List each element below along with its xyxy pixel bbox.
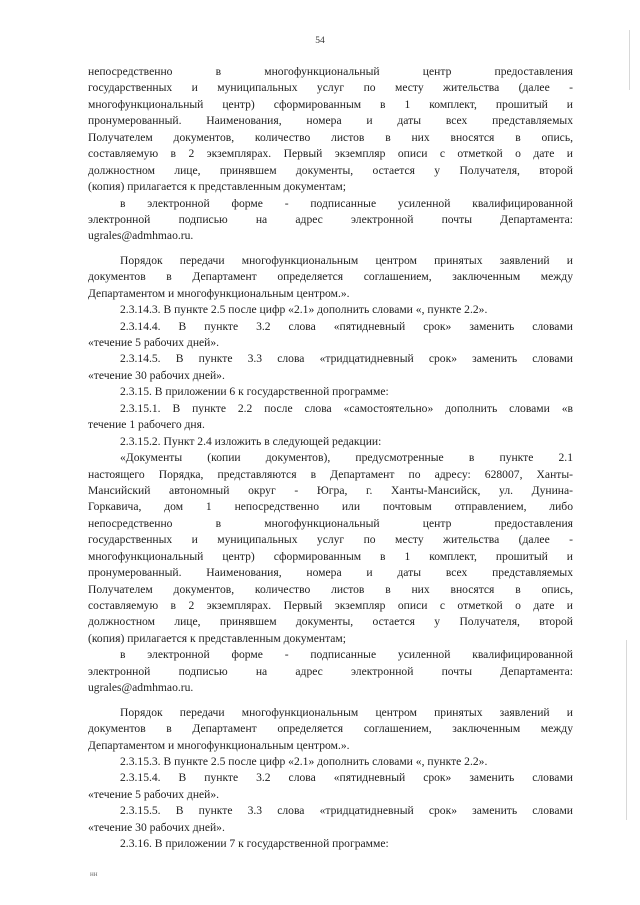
text-line: «Документы (копии документов), предусмотренные в пункте 2.1	[120, 451, 573, 465]
text-line: документов в Департамент определяется соглашением, заключенным между	[88, 270, 573, 284]
text-line: 2.3.15.4. В пункте 3.2 слова «пятидневный срок» заменить словами	[120, 771, 573, 785]
text-line: в электронной форме - подписанные усиленной квалифицированной	[120, 196, 573, 210]
text-line: 2.3.14.4. В пункте 3.2 слова «пятидневный срок» заменить словами	[120, 319, 573, 333]
text-line: ugrales@admhmao.ru.	[88, 229, 194, 243]
footer-mark: нн	[90, 870, 98, 878]
paragraph	[88, 253, 573, 302]
text-line: государственных и муниципальных услуг по месту жительства (далее -	[88, 81, 573, 95]
text-line: «течение 30 рабочих дней».	[88, 368, 225, 382]
text-line: 2.3.14.5. В пункте 3.3 слова «тридцатидневный срок» заменить словами	[120, 352, 573, 366]
text-line: 2.3.15. В приложении 6 к государственной программе:	[120, 385, 389, 399]
paragraph	[88, 770, 573, 803]
scan-edge-mark	[626, 640, 627, 820]
paragraph	[88, 803, 573, 836]
text-line: «течение 5 рабочих дней».	[88, 787, 220, 801]
document-body	[88, 64, 573, 853]
text-line: пронумерованный. Наименования, номера и даты всех представляемых	[88, 566, 573, 580]
text-line: в электронной форме - подписанные усиленной квалифицированной	[120, 648, 573, 662]
text-line: 2.3.16. В приложении 7 к государственной программе:	[120, 837, 389, 851]
text-line: Порядок передачи многофункциональным центром принятых заявлений и	[120, 253, 573, 267]
paragraph	[88, 647, 573, 696]
text-line: настоящего Порядка, представляются в Департамент по адресу: 628007, Ханты-	[88, 467, 573, 481]
text-line: Получателем документов, количество листов в них вносятся в опись,	[88, 582, 573, 596]
paragraph	[88, 64, 573, 196]
text-line: должностном лице, принявшем документы, остается у Получателя, второй	[88, 163, 573, 177]
text-line: Департаментом и многофункциональным центром.».	[88, 286, 350, 300]
paragraph-gap	[88, 697, 573, 705]
paragraph	[88, 319, 573, 352]
paragraph	[88, 302, 573, 318]
paragraph	[88, 434, 573, 450]
page-number: 54	[315, 36, 325, 46]
paragraph	[88, 450, 573, 647]
paragraph	[88, 836, 573, 852]
text-line: составляемую в 2 экземплярах. Первый экземпляр описи с отметкой о дате и	[88, 147, 573, 161]
text-line: Порядок передачи многофункциональным центром принятых заявлений и	[120, 705, 573, 719]
text-line: непосредственно в многофункциональный центр предоставления	[88, 516, 573, 530]
text-line: Получателем документов, количество листов в них вносятся в опись,	[88, 130, 573, 144]
text-line: ugrales@admhmao.ru.	[88, 681, 194, 695]
paragraph	[88, 705, 573, 754]
text-line: 2.3.14.3. В пункте 2.5 после цифр «2.1» дополнить словами «, пункте 2.2».	[120, 303, 488, 317]
paragraph-gap	[88, 245, 573, 253]
text-line: (копия) прилагается к представленным документам;	[88, 631, 346, 645]
text-line: многофункциональный центр) сформированным в 1 комплект, прошитый и	[88, 97, 573, 111]
text-line: 2.3.15.3. В пункте 2.5 после цифр «2.1» дополнить словами «, пункте 2.2».	[120, 754, 488, 768]
text-line: Мансийский автономный округ - Югра, г. Ханты-Мансийск, ул. Дунина-	[88, 483, 573, 497]
text-line: пронумерованный. Наименования, номера и даты всех представляемых	[88, 114, 573, 128]
scan-edge-mark	[629, 30, 630, 90]
text-line: должностном лице, принявшем документы, остается у Получателя, второй	[88, 615, 573, 629]
text-line: Горкавича, дом 1 непосредственно или почтовым отправлением, либо	[88, 500, 573, 514]
text-line: «течение 30 рабочих дней».	[88, 820, 225, 834]
text-line: (копия) прилагается к представленным документам;	[88, 180, 346, 194]
text-line: государственных и муниципальных услуг по месту жительства (далее -	[88, 533, 573, 547]
text-line: составляемую в 2 экземплярах. Первый экземпляр описи с отметкой о дате и	[88, 599, 573, 612]
text-line: Департаментом и многофункциональным центром.».	[88, 738, 350, 752]
text-line: электронной подписью на адрес электронной почты Департамента:	[88, 212, 573, 226]
text-line: 2.3.15.5. В пункте 3.3 слова «тридцатидневный срок» заменить словами	[120, 804, 573, 818]
text-line: течение 1 рабочего дня.	[88, 418, 205, 432]
text-line: документов в Департамент определяется соглашением, заключенным между	[88, 722, 573, 736]
text-line: 2.3.15.1. В пункте 2.2 после слова «самостоятельно» дополнить словами «в	[120, 401, 573, 415]
text-line: «течение 5 рабочих дней».	[88, 336, 220, 349]
paragraph	[88, 401, 573, 434]
paragraph	[88, 351, 573, 384]
text-line: многофункциональный центр) сформированным в 1 комплект, прошитый и	[88, 549, 573, 563]
text-line: электронной подписью на адрес электронной почты Департамента:	[88, 664, 573, 678]
paragraph	[88, 196, 573, 245]
paragraph	[88, 384, 573, 400]
text-line: 2.3.15.2. Пункт 2.4 изложить в следующей редакции:	[120, 434, 382, 448]
text-line: непосредственно в многофункциональный центр предоставления	[88, 65, 573, 78]
paragraph	[88, 754, 573, 770]
